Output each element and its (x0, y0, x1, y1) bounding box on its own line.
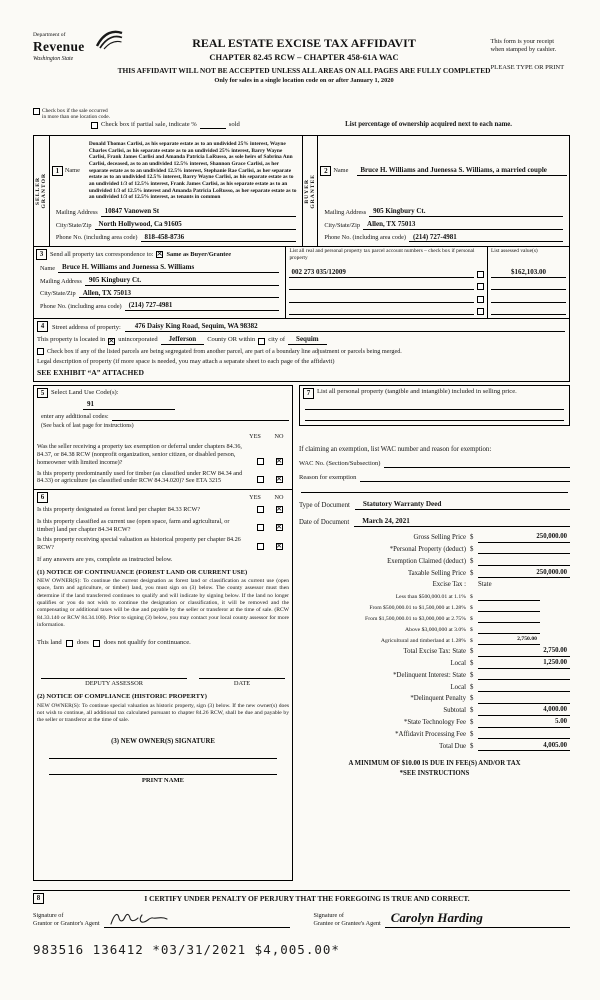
corr-phone-row: Phone No. (including area code) (214) 727-4981 (40, 301, 279, 311)
document-type-field[interactable]: Statutory Warranty Deed (355, 500, 570, 510)
tax-exemption-question: Was the seller receiving a property tax exemption or deferral under chapters 84.36, 84.37, or 84.38 RCW (nonprofit organization, senior citizen, or disabled person, homeowner with limited income)? × (37, 443, 289, 466)
partial-sale-checkbox[interactable] (91, 122, 98, 129)
assessed-header: List assessed value(s) (491, 248, 538, 255)
parcel-header: List all real and personal property tax parcel account numbers – check box if personal property (289, 248, 475, 261)
parcel-row (289, 281, 484, 290)
subtotal-field[interactable]: 4,000.00 (478, 706, 570, 715)
document-type-row: Type of Document Statutory Warranty Deed (299, 500, 570, 510)
reason-row: Reason for exemption (299, 473, 570, 482)
grantor-signature-field[interactable] (104, 910, 290, 928)
yes-no-header: YES NO (249, 432, 284, 440)
buyer-phone-field[interactable]: (214) 727-4981 (409, 233, 563, 243)
same-as-buyer-label: Same as Buyer/Grantee (166, 250, 232, 258)
exemption-section (299, 446, 570, 493)
excise-tax-table (299, 533, 570, 751)
personal-property-label: List all personal property (tangible and intangible) included in selling price. (317, 387, 517, 395)
assessed-value-field[interactable]: $162,103.00 (491, 268, 566, 278)
assessed-value-field[interactable] (491, 294, 566, 303)
seller-csz-row: City/State/Zip North Hollywood, Ca 91605 (56, 220, 296, 230)
legal-description-label: Legal description of property (if more space is needed, you may attach a separate sheet to each page of the affidavit) (37, 358, 335, 366)
document-date-row: Date of Document March 24, 2021 (299, 517, 570, 527)
forest-land-question: Is this property designated as forest land per chapter 84.33 RCW? × (37, 506, 289, 515)
title-block (118, 6, 491, 85)
tax-row-rate-1-28: From $500,000.01 to $1,500,000 at 1.28% $ (299, 603, 570, 612)
form-header (33, 6, 570, 108)
notice-continuance-body: NEW OWNER(S): To continue the current designation as forest land or classification as current use (open space, farm and agriculture, or timber) land, you must sign on (3) below. The county assessor must then determine if the land transferred continues to qualify and will indicate by signing below. If the land no longer qualifies or you do not wish to continue the designation or classification, it will be removed and the compensating or additional taxes will be due and payable by the seller or transferor at the time of sale. (RCW 84.33.140 or RCW 84.34.108). Prior to signing (3) below, you may contact your local county assessor for more information. (37, 578, 289, 628)
s6-q2-yes-checkbox[interactable] (257, 524, 264, 531)
new-owner-signature-label: (3) NEW OWNER(S) SIGNATURE (111, 738, 215, 746)
seller-phone-row: Phone No. (including area code) 818-458-8736 (56, 233, 296, 243)
seller-side-label: SELLER GRANTOR (34, 136, 50, 246)
cashier-receipt-stamp: 983516 136412 *03/31/2021 $4,005.00* (33, 941, 340, 957)
segregated-row (37, 348, 565, 356)
notice-compliance-body: NEW OWNER(S): To continue special valuation as historic property, sign (3) below. If the new owner(s) does not wish to continue, all additional tax calculated pursuant to chapter 84.26 RCW, shall be due and payable by the seller or transferor at the time of sale. (37, 702, 289, 724)
delinquent-interest-local-field[interactable] (478, 683, 570, 692)
print-name-field[interactable] (49, 759, 277, 775)
multi-location-text: Check box if the sale occurred in more than one location code. (42, 108, 110, 121)
county-field[interactable]: Jefferson (161, 335, 205, 345)
left-column (33, 385, 293, 882)
agricultural-tax-field[interactable]: 2,750.00 (478, 636, 540, 645)
tax-row-gross: Gross Selling Price $ 250,000.00 (299, 533, 570, 542)
street-address-field[interactable]: 476 Daisy King Road, Sequim, WA 98382 (125, 322, 565, 332)
buyer-phone-row: Phone No. (including area code) (214) 727-4981 (324, 233, 563, 243)
tax-row-rate-3-0: Above $3,000,000 at 3.0% $ (299, 625, 570, 634)
grantor-signature-scribble (108, 910, 170, 927)
type-or-print: PLEASE TYPE OR PRINT (490, 63, 565, 71)
tax-row-subtotal: Subtotal $ 4,000.00 (299, 706, 570, 715)
additional-codes-row: enter any additional codes: (41, 413, 289, 421)
state-technology-fee-field[interactable]: 5.00 (478, 718, 570, 727)
parcel-row (289, 268, 484, 278)
s6-q3-no-checkbox[interactable] (276, 543, 283, 550)
rate-1-1-field[interactable] (478, 592, 540, 601)
tax-row-delinquent-interest-state: *Delinquent Interest: State $ (299, 671, 570, 680)
delinquent-interest-state-field[interactable] (478, 671, 570, 680)
exemption-claimed-field[interactable] (478, 557, 570, 566)
logo-revenue-text: Revenue (33, 38, 85, 54)
send-correspondence-label: Send all property tax correspondence to: (50, 250, 154, 258)
tax-row-delinquent-interest-local: Local $ (299, 683, 570, 692)
corr-address-row: Mailing Address 905 Kingbury Ct. (40, 276, 279, 286)
parcel-row (289, 294, 484, 303)
see-back-note: (See back of last page for instructions) (41, 423, 134, 430)
parcel-personal-checkbox[interactable] (477, 308, 484, 315)
correspondence-parcel-box (33, 246, 570, 319)
assessed-column (487, 247, 569, 318)
total-due-field[interactable]: 4,005.00 (478, 742, 570, 751)
new-owner-signature-field[interactable] (49, 747, 277, 759)
corr-csz-field[interactable]: Allen, TX 75013 (79, 289, 280, 299)
s5-q2-no-checkbox[interactable] (276, 476, 283, 483)
buyer-address-row: Mailing Address 905 Kingbury Ct. (324, 207, 563, 217)
s5-q1-yes-checkbox[interactable] (257, 458, 264, 465)
land-does-not-checkbox[interactable] (93, 640, 100, 647)
parcel-number-field[interactable] (289, 281, 474, 290)
personal-property-box (299, 385, 570, 426)
partial-sale-label: Check box if partial sale, indicate % (101, 121, 197, 129)
buyer-csz-field[interactable]: Allen, TX 75013 (363, 220, 563, 230)
seller-csz-field[interactable]: North Hollywood, Ca 91605 (95, 220, 296, 230)
local-tax-field[interactable]: 1,250.00 (478, 659, 570, 668)
total-excise-state-field[interactable]: 2,750.00 (478, 647, 570, 656)
tax-row-rate-1-1: Less than $500,000.01 at 1.1% $ (299, 592, 570, 601)
s6-q1-no-checkbox[interactable] (276, 506, 283, 513)
located-in-row: This property is located in × unincorporated Jefferson County OR within city of Sequim (37, 335, 565, 345)
grantee-signature-text: Carolyn Harding (390, 909, 483, 925)
tax-row-excise-header: Excise Tax : State (432, 580, 492, 589)
multi-location-checkbox[interactable] (33, 108, 40, 115)
land-use-code-field[interactable]: 91 (83, 400, 175, 410)
seller-address-row: Mailing Address 10847 Vanowen St (56, 207, 296, 217)
rate-3-0-field[interactable] (478, 625, 540, 634)
rate-1-28-field[interactable] (478, 603, 540, 612)
parcel-number-field[interactable] (289, 306, 474, 315)
multi-location-note (33, 108, 151, 121)
exemption-reason-field[interactable] (360, 473, 570, 482)
timber-agriculture-question: Is this property predominantly used for timber (as classified under RCW 84.34 and 84.33) or agriculture (as classified under RCW 84.34.020)? See ETA 3215 × (37, 470, 289, 486)
section-7-number: 7 (303, 388, 314, 399)
section-2-number: 2 (320, 166, 331, 177)
land-use-box (33, 385, 293, 491)
section-3-number: 3 (36, 249, 47, 260)
land-does-checkbox[interactable] (66, 640, 73, 647)
logo-state-text: Washington State (33, 55, 74, 62)
unincorporated-checkbox[interactable] (108, 338, 115, 345)
tax-row-total-due: Total Due $ 4,005.00 (299, 742, 570, 751)
segregated-label: Check box if any of the listed parcels are being segregated from another parcel, are part of a boundary line adjustment or parcels being merged. (47, 347, 402, 355)
only-for-line: Only for sales in a single location code on or after January 1, 2020 (214, 76, 394, 84)
exemption-reason-line-field[interactable] (301, 482, 568, 493)
delinquent-penalty-field[interactable] (478, 695, 570, 704)
sold-label: sold (228, 121, 240, 129)
property-location-box (33, 318, 570, 382)
notice-compliance-title: (2) NOTICE OF COMPLIANCE (HISTORIC PROPERTY) (37, 693, 207, 701)
personal-property-deduct-field[interactable] (478, 545, 570, 554)
chapter-line: CHAPTER 82.45 RCW – CHAPTER 458-61A WAC (209, 52, 399, 62)
notice-continuance-title: (1) NOTICE OF CONTINUANCE (FOREST LAND OR CURRENT USE) (37, 568, 248, 576)
segregated-checkbox[interactable] (37, 348, 44, 355)
document-date-field[interactable]: March 24, 2021 (354, 517, 570, 527)
corr-name-field[interactable]: Bruce H. Williams and Juenessa S. Williams (58, 263, 279, 273)
city-of-checkbox[interactable] (258, 338, 265, 345)
land-use-label: Select Land Use Code(s): (51, 388, 119, 396)
ownership-note: List percentage of ownership acquired next to each name. (345, 121, 512, 128)
certification-section (33, 890, 570, 928)
parcel-assessed-section (285, 247, 569, 318)
assessed-value-field[interactable] (491, 306, 566, 315)
gross-selling-price-field[interactable]: 250,000.00 (478, 533, 570, 542)
tax-row-local: Local $ 1,250.00 (299, 659, 570, 668)
tax-row-processing-fee: *Affidavit Processing Fee $ (299, 730, 570, 739)
corr-csz-row: City/State/Zip Allen, TX 75013 (40, 289, 279, 299)
historic-property-question: Is this property receiving special valuation as historical property per chapter 84.26 RCW? × (37, 536, 289, 552)
street-address-row: 4 Street address of property: 476 Daisy King Road, Sequim, WA 98382 (37, 321, 565, 332)
exemption-header: If claiming an exemption, list WAC number and reason for exemption: (299, 445, 492, 453)
tax-row-delinquent-penalty: *Delinquent Penalty $ (299, 695, 570, 704)
buyer-name-area (320, 138, 567, 204)
section-8-number: 8 (33, 893, 44, 904)
s6-q3-yes-checkbox[interactable] (257, 543, 264, 550)
buyer-address-field[interactable]: 905 Kingbury Ct. (369, 207, 563, 217)
tax-row-agricultural: Agricultural and timberland at 1.28% $ 2,750.00 (299, 636, 570, 645)
correspondence-section (34, 247, 285, 318)
parcel-row (289, 306, 484, 315)
section-1-number: 1 (52, 166, 63, 177)
corr-address-field[interactable]: 905 Kingbury Ct. (85, 276, 280, 286)
minimum-due-note: A MINIMUM OF $10.00 IS DUE IN FEE(S) AND/OR TAX *SEE INSTRUCTIONS (348, 760, 521, 777)
if-yes-note: If any answers are yes, complete as instructed below. (37, 555, 173, 563)
parcel-number-field[interactable] (289, 294, 474, 303)
section-4-number: 4 (37, 321, 48, 332)
seller-name-value[interactable]: Donald Thomas Carlisi, as his separate estate as to an undivided 25% interest, Wayne Charles Carlisi, as his separate estate as to an undivided 25% interest, Barry Wayne Carlisi, Frank James Carlisi and Amanda Patricia LoRusso, as sole heirs of Sabrina Ann Carlisi, deceased, as to an undivided 12.5% interest, Shannon Grace Carlisi, as her separate estate as to an undivided 12.5% interest, Stephanie Rae Carlisi, as her separate estate as to an undivided 12.5% interest, Barry Wayne Carlisi, as his separate estate as to an undivided 1/3 of 12.5% interest, Frank James Carlisi, as his separate estate as to an undivided 1/3 of 12.5% interest and Amanda Patricia LoRusso, as her separate estate as to an undivided 1/3 of 12.5% interest, as tenants in common (88, 140, 297, 201)
receipt-note-line2: when stamped by cashier. (490, 46, 557, 54)
seller-phone-field[interactable]: 818-458-8736 (141, 233, 296, 243)
parcel-column (286, 247, 487, 318)
grantee-signature-block: Signature of Grantee or Grantee's Agent Carolyn Harding (314, 910, 571, 928)
buyer-section (302, 136, 570, 246)
current-use-question: Is this property classified as current use (open space, farm and agricultural, or timber) land per chapter 84.34 RCW? × (37, 518, 289, 534)
grantee-signature-field[interactable] (385, 910, 570, 928)
s6-q2-no-checkbox[interactable] (276, 524, 283, 531)
buyer-side-label: BUYER GRANTEE (303, 136, 319, 246)
logo-swoosh-icon (95, 28, 123, 50)
seller-buyer-box (33, 135, 570, 247)
same-as-buyer-checkbox[interactable] (156, 251, 163, 258)
top-checkbox-strip (33, 108, 570, 135)
rate-2-75-field[interactable] (478, 614, 540, 623)
tax-row-technology-fee: *State Technology Fee $ 5.00 (299, 718, 570, 727)
right-column (299, 385, 570, 778)
seller-address-field[interactable]: 10847 Vanowen St (101, 207, 296, 217)
receipt-note (491, 6, 571, 72)
dor-logo (33, 6, 118, 63)
tax-row-exemption-deduct: Exemption Claimed (deduct) $ (299, 557, 570, 566)
seller-section (34, 136, 302, 246)
designation-box (33, 489, 293, 881)
s5-q1-no-checkbox[interactable] (276, 458, 283, 465)
form-title: REAL ESTATE EXCISE TAX AFFIDAVIT (192, 36, 416, 50)
print-name-label: PRINT NAME (141, 776, 185, 784)
corr-name-row: Name Bruce H. Williams and Juenessa S. Williams (40, 263, 279, 273)
partial-sale-percent-field[interactable] (200, 121, 226, 129)
city-field[interactable]: Sequim (288, 335, 327, 345)
parcel-personal-checkbox[interactable] (477, 296, 484, 303)
seller-name-label: Name (64, 167, 80, 175)
seller-name-area (52, 138, 300, 204)
taxable-selling-price-field[interactable]: 250,000.00 (478, 569, 570, 578)
buyer-csz-row: City/State/Zip Allen, TX 75013 (324, 220, 563, 230)
warning-line: THIS AFFIDAVIT WILL NOT BE ACCEPTED UNLESS ALL AREAS ON ALL PAGES ARE FULLY COMPLETED (117, 65, 491, 75)
parcel-number-field[interactable]: 002 273 035/12009 (289, 268, 474, 278)
personal-property-line-field[interactable] (305, 399, 564, 410)
personal-property-line-field[interactable] (305, 410, 564, 421)
yes-no-header: YES NO (249, 493, 284, 501)
tax-row-total-state: Total Excise Tax: State $ 2,750.00 (299, 647, 570, 656)
deputy-assessor-signature-field[interactable] (41, 669, 187, 679)
section-5-number: 5 (37, 388, 48, 399)
affidavit-processing-fee-field[interactable] (478, 730, 570, 739)
legal-description-value[interactable]: SEE EXHIBIT “A” ATTACHED (37, 368, 144, 378)
buyer-name-value[interactable]: Bruce H. Williams and Juenessa S. Williams, a married couple (357, 166, 567, 176)
s6-q1-yes-checkbox[interactable] (257, 506, 264, 513)
s5-q2-yes-checkbox[interactable] (257, 476, 264, 483)
partial-sale-row (91, 121, 570, 129)
tax-row-taxable: Taxable Selling Price $ 250,000.00 (299, 569, 570, 578)
parcel-personal-checkbox[interactable] (477, 283, 484, 290)
tax-row-personal-deduct: *Personal Property (deduct) $ (299, 545, 570, 554)
receipt-note-line1: This form is your receipt (490, 38, 555, 45)
assessor-date-field[interactable] (199, 669, 285, 679)
section-6-number: 6 (37, 492, 48, 503)
certification-statement: I CERTIFY UNDER PENALTY OF PERJURY THAT THE FOREGOING IS TRUE AND CORRECT. (144, 893, 470, 903)
main-columns (33, 385, 570, 882)
logo-dept-text: Department of (33, 32, 66, 38)
assessor-signature-lines (37, 669, 289, 679)
tax-row-rate-2-75: From $1,500,000.01 to $3,000,000 at 2.75% $ (299, 614, 570, 623)
parcel-personal-checkbox[interactable] (477, 271, 484, 278)
corr-phone-field[interactable]: (214) 727-4981 (125, 301, 280, 311)
buyer-name-label: Name (333, 167, 349, 175)
grantor-signature-block: Signature of Grantor or Grantor's Agent (33, 910, 290, 928)
wac-row: WAC No. (Section/Subsection) (299, 459, 570, 468)
continuance-qualify-row: This land does does not qualify for continuance. (37, 639, 191, 647)
assessor-labels: DEPUTY ASSESSOR DATE (85, 680, 251, 688)
additional-codes-field[interactable] (112, 413, 289, 421)
assessed-value-field[interactable] (491, 281, 566, 290)
wac-number-field[interactable] (384, 459, 570, 468)
